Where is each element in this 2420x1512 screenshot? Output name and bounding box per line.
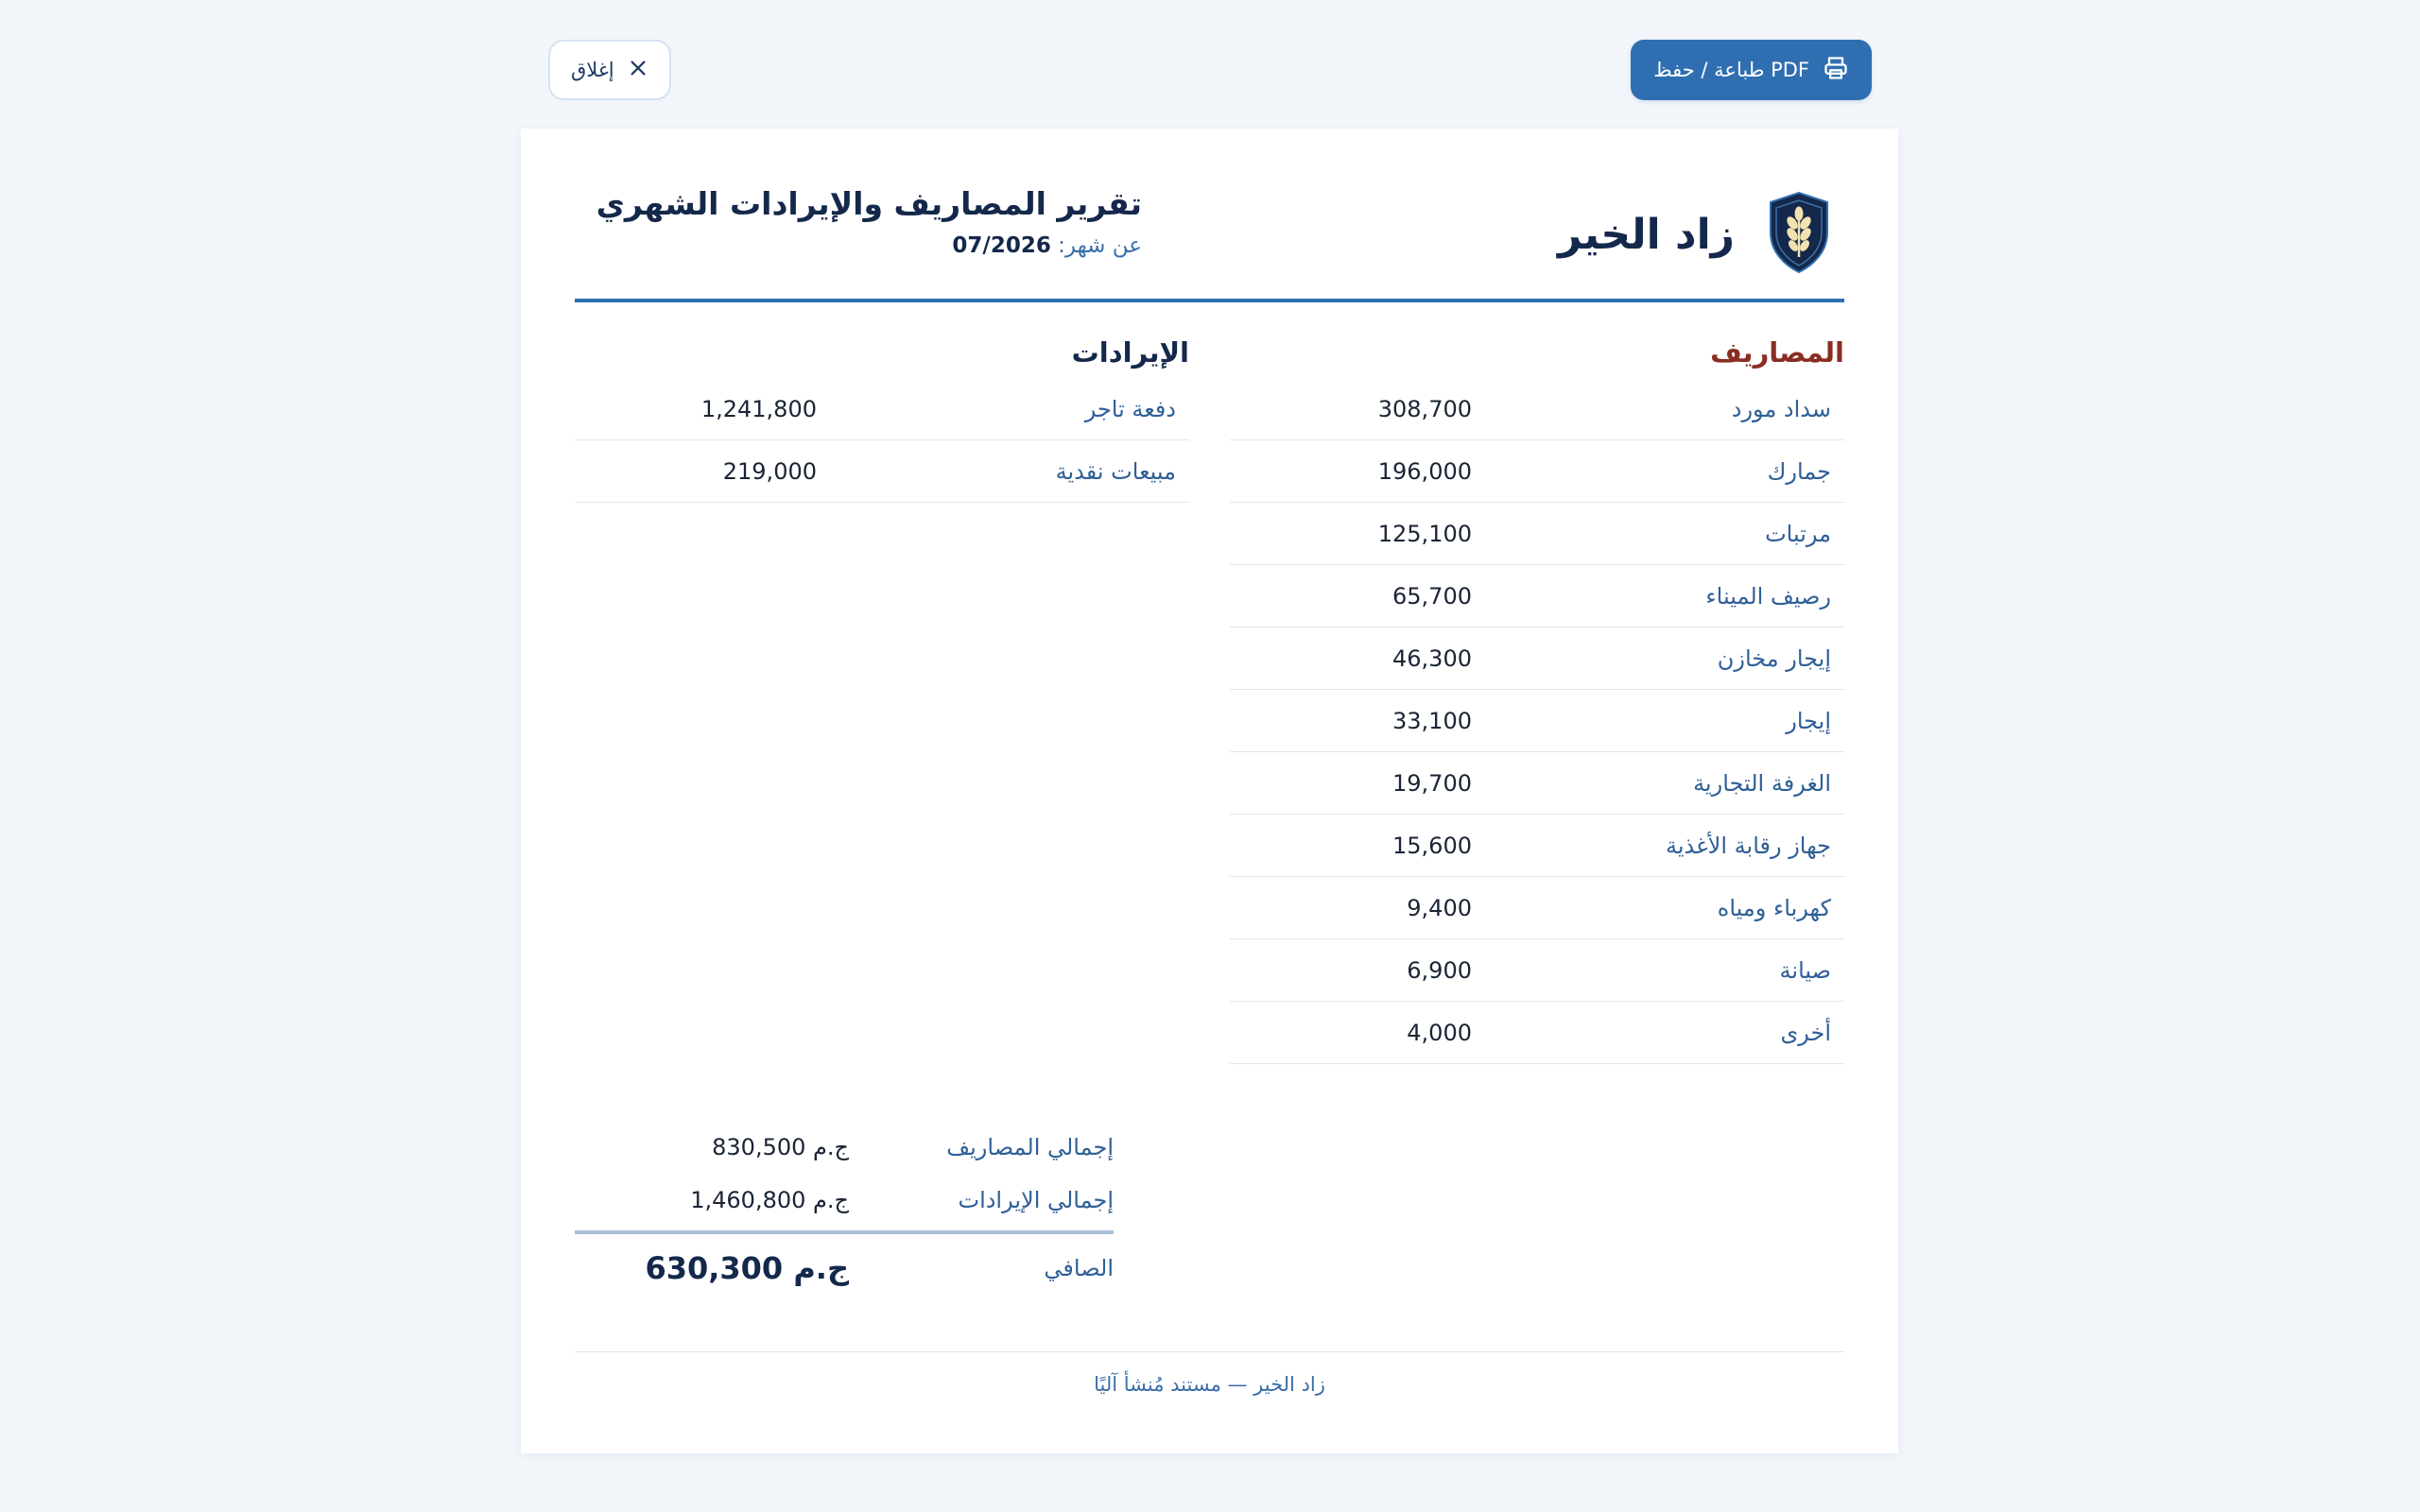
totals-block [575, 1121, 1114, 1302]
row-label: جهاز رقابة الأغذية [1665, 832, 1831, 859]
row-label: رصيف الميناء [1705, 582, 1831, 610]
row-label: إيجار [1786, 707, 1831, 734]
total-expenses-label: إجمالي المصاريف [946, 1134, 1114, 1160]
close-icon [628, 58, 648, 83]
period-value: 07/2026 [952, 233, 1051, 258]
period-label: عن شهر: [1058, 233, 1142, 258]
close-button-label: إغلاق [571, 59, 614, 81]
row-label: الغرفة التجارية [1693, 769, 1831, 797]
report-header [575, 176, 1844, 302]
table-row [1230, 378, 1844, 440]
brand-name: زاد الخير [1558, 210, 1735, 259]
report-title-block [575, 185, 1142, 258]
expenses-section [1230, 336, 1844, 1064]
table-row [1230, 565, 1844, 627]
toolbar [548, 40, 1872, 100]
net-row [575, 1230, 1114, 1302]
row-label: سداد مورد [1731, 395, 1831, 422]
row-amount: 33,100 [1392, 707, 1472, 734]
report-title: تقرير المصاريف والإيرادات الشهري [596, 185, 1142, 222]
row-label: مبيعات نقدية [1055, 457, 1176, 485]
report-sheet [521, 129, 1898, 1453]
brand [1558, 191, 1831, 278]
total-revenues-value: 1,460,800 ج.م [690, 1187, 849, 1213]
row-label: جمارك [1767, 457, 1831, 485]
table-row [575, 378, 1189, 440]
row-amount: 4,000 [1407, 1019, 1472, 1046]
table-row [1230, 627, 1844, 690]
row-label: دفعة تاجر [1084, 395, 1176, 422]
net-label: الصافي [1044, 1255, 1114, 1281]
net-value: 630,300 ج.م [645, 1250, 849, 1286]
table-row [1230, 939, 1844, 1002]
total-expenses-row [575, 1121, 1114, 1174]
row-amount: 125,100 [1377, 520, 1472, 547]
report-period [575, 233, 1142, 258]
close-button[interactable] [548, 40, 671, 100]
row-amount: 9,400 [1407, 894, 1472, 921]
row-amount: 196,000 [1377, 457, 1472, 485]
revenues-list [575, 378, 1189, 503]
row-label: كهرباء ومياه [1717, 894, 1831, 921]
print-button[interactable] [1631, 40, 1872, 100]
row-amount: 308,700 [1377, 395, 1472, 422]
total-revenues-row [575, 1174, 1114, 1227]
table-row [575, 440, 1189, 503]
printer-icon [1823, 55, 1849, 86]
row-label: مرتبات [1765, 520, 1831, 547]
row-amount: 219,000 [722, 457, 817, 485]
table-row [1230, 815, 1844, 877]
table-row [1230, 752, 1844, 815]
row-amount: 46,300 [1392, 644, 1472, 672]
table-row [1230, 877, 1844, 939]
expenses-list [1230, 378, 1844, 1064]
report-footer: زاد الخير — مستند مُنشأ آليًا [575, 1351, 1844, 1396]
table-row [1230, 1002, 1844, 1064]
table-row [1230, 503, 1844, 565]
row-label: إيجار مخازن [1717, 644, 1831, 672]
row-amount: 6,900 [1407, 956, 1472, 984]
row-label: أخرى [1780, 1019, 1831, 1046]
revenues-section [575, 336, 1189, 503]
row-amount: 19,700 [1392, 769, 1472, 797]
total-expenses-value: 830,500 ج.م [712, 1134, 849, 1160]
row-amount: 15,600 [1392, 832, 1472, 859]
print-button-label: طباعة / حفظ PDF [1653, 59, 1809, 81]
total-revenues-label: إجمالي الإيرادات [958, 1187, 1114, 1213]
table-row [1230, 440, 1844, 503]
expenses-heading: المصاريف [1710, 336, 1844, 369]
row-amount: 65,700 [1392, 582, 1472, 610]
shield-wheat-icon [1767, 191, 1831, 278]
table-row [1230, 690, 1844, 752]
revenues-heading: الإيرادات [1071, 336, 1189, 369]
row-label: صيانة [1779, 956, 1831, 984]
row-amount: 1,241,800 [700, 395, 817, 422]
